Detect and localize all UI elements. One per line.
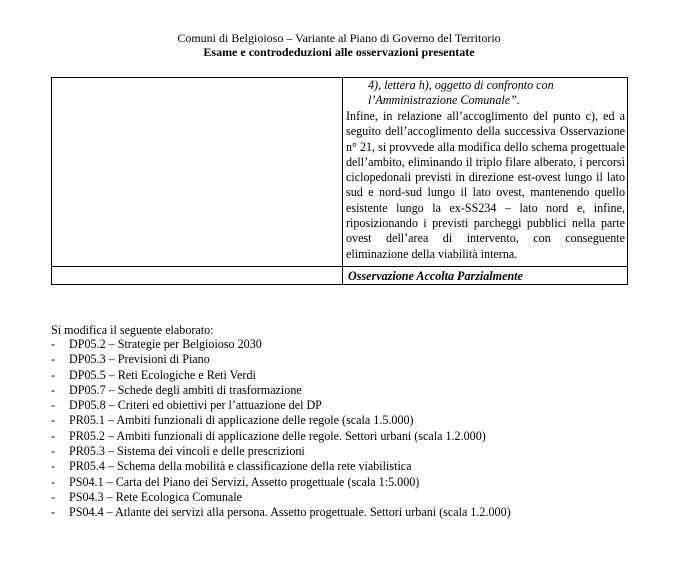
- list-item-text: PS04.4 – Atlante dei servizi alla persona. Assetto progettuale. Settori urbani (scala 1.2.000): [69, 505, 511, 520]
- list-dash: -: [51, 398, 56, 413]
- response-paragraph: Infine, in relazione all’accoglimento del punto c), ed a seguito dell’accoglimento della successiva Osservazione n° 21, si provvede alla modifica dello schema progettuale dell’ambito, eliminando il triplo filare alberato, i percorsi ciclopedonali previsti in direzione est-ovest lungo il lato sud e nord-sud lungo il lato ovest, mantenendo quello esistente lungo la ex-SS234 – lato nord e, infine, riposizionando i previsti parcheggi pubblici nella parte ovest dell’area di intervento, con conseguente eliminazione della viabilità interna.: [346, 109, 625, 261]
- list-item-text: DP05.5 – Reti Ecologiche e Reti Verdi: [69, 367, 256, 382]
- outcome-label: Osservazione Accolta Parzialmente: [348, 268, 523, 283]
- list-item: [51, 444, 511, 459]
- quoted-line: l’Amministrazione Comunale”.: [368, 93, 520, 107]
- table-cell-outcome: [343, 266, 628, 284]
- list-dash: -: [51, 428, 56, 443]
- table-row: [52, 78, 628, 267]
- list-dash: -: [51, 382, 56, 397]
- table-cell-text: [343, 78, 628, 267]
- quoted-text: [346, 78, 625, 108]
- document-list: [51, 337, 511, 521]
- list-item: [51, 490, 511, 505]
- list-dash: -: [51, 489, 56, 504]
- list-item: [51, 398, 511, 413]
- page-header: [0, 31, 678, 59]
- modification-intro: Si modifica il seguente elaborato:: [51, 323, 214, 337]
- list-item: [51, 505, 511, 520]
- list-dash: -: [51, 505, 56, 520]
- list-dash: -: [51, 474, 56, 489]
- header-title: Comuni di Belgioioso – Variante al Piano di Governo del Territorio: [177, 31, 501, 45]
- observation-table: [51, 77, 628, 285]
- list-item: [51, 368, 511, 383]
- list-item-text: PR05.3 – Sistema dei vincoli e delle prescrizioni: [69, 444, 305, 459]
- list-dash: -: [51, 367, 56, 382]
- list-item: [51, 352, 511, 367]
- list-dash: -: [51, 352, 56, 367]
- list-dash: -: [51, 459, 56, 474]
- table-row: [52, 266, 628, 284]
- list-item: [51, 429, 511, 444]
- list-dash: -: [51, 413, 56, 428]
- list-item-text: DP05.3 – Previsioni di Piano: [69, 352, 210, 367]
- quoted-line: 4), lettera h), oggetto di confronto con: [368, 78, 554, 92]
- list-item: [51, 383, 511, 398]
- table-cell-empty: [52, 266, 343, 284]
- list-item-text: PR05.2 – Ambiti funzionali di applicazione delle regole. Settori urbani (scala 1.2.000): [69, 428, 486, 443]
- list-item-text: PR05.4 – Schema della mobilità e classificazione della rete viabilistica: [69, 459, 412, 474]
- list-item: [51, 413, 511, 428]
- list-item-text: PS04.1 – Carta del Piano dei Servizi, Assetto progettuale (scala 1:5.000): [69, 474, 420, 489]
- list-dash: -: [51, 337, 56, 351]
- list-item-text: PS04.3 – Rete Ecologica Comunale: [69, 489, 242, 504]
- list-item: [51, 459, 511, 474]
- list-item-text: PR05.1 – Ambiti funzionali di applicazione delle regole (scala 1.5.000): [69, 413, 414, 428]
- list-item-text: DP05.7 – Schede degli ambiti di trasformazione: [69, 382, 302, 397]
- header-subtitle: Esame e controdeduzioni alle osservazioni presentate: [203, 45, 475, 59]
- table-cell-empty: [52, 78, 343, 267]
- list-dash: -: [51, 444, 56, 459]
- list-item: [51, 475, 511, 490]
- list-item: [51, 337, 511, 352]
- list-item-text: DP05.8 – Criteri ed obiettivi per l’attuazione del DP: [69, 398, 322, 413]
- list-item-text: DP05.2 – Strategie per Belgioioso 2030: [69, 337, 262, 351]
